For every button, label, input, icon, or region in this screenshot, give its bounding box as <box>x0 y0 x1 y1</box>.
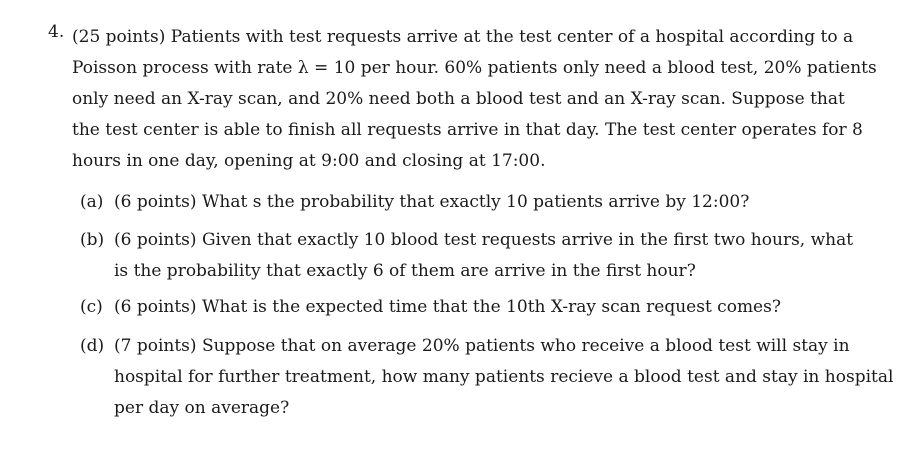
problem-stem <box>72 22 877 177</box>
stem-line: Poisson process with rate λ = 10 per hour. 60% patients only need a blood test, 20% patients <box>72 58 877 78</box>
subquestion-text <box>114 336 894 429</box>
subquestion-line: per day on average? <box>114 398 290 418</box>
subquestion-line: (6 points) What is the expected time that the 10th X-ray scan request comes? <box>114 297 781 317</box>
subquestion-label: (a) <box>80 192 104 212</box>
stem-line: (25 points) Patients with test requests arrive at the test center of a hospital according to a <box>72 27 854 47</box>
stem-line: hours in one day, opening at 9:00 and closing at 17:00. <box>72 151 546 171</box>
subquestion-text <box>114 230 854 292</box>
stem-line: only need an X-ray scan, and 20% need both a blood test and an X-ray scan. Suppose that <box>72 89 845 109</box>
subquestion-label: (b) <box>80 230 105 250</box>
subquestion-line: is the probability that exactly 6 of them are arrive in the first hour? <box>114 261 696 281</box>
subquestion-line: (7 points) Suppose that on average 20% patients who receive a blood test will stay in <box>114 336 850 356</box>
subquestion-label: (d) <box>80 336 105 356</box>
stem-line: the test center is able to finish all requests arrive in that day. The test center operates for 8 <box>72 120 863 140</box>
subquestion-text <box>114 297 781 328</box>
subquestion-line: hospital for further treatment, how many patients recieve a blood test and stay in hospital <box>114 367 894 387</box>
subquestion-line: (6 points) What s the probability that exactly 10 patients arrive by 12:00? <box>114 192 750 212</box>
problem-number: 4. <box>48 22 65 42</box>
subquestion-line: (6 points) Given that exactly 10 blood test requests arrive in the first two hours, what <box>114 230 854 250</box>
subquestion-text <box>114 192 754 223</box>
subquestion-label: (c) <box>80 297 103 317</box>
